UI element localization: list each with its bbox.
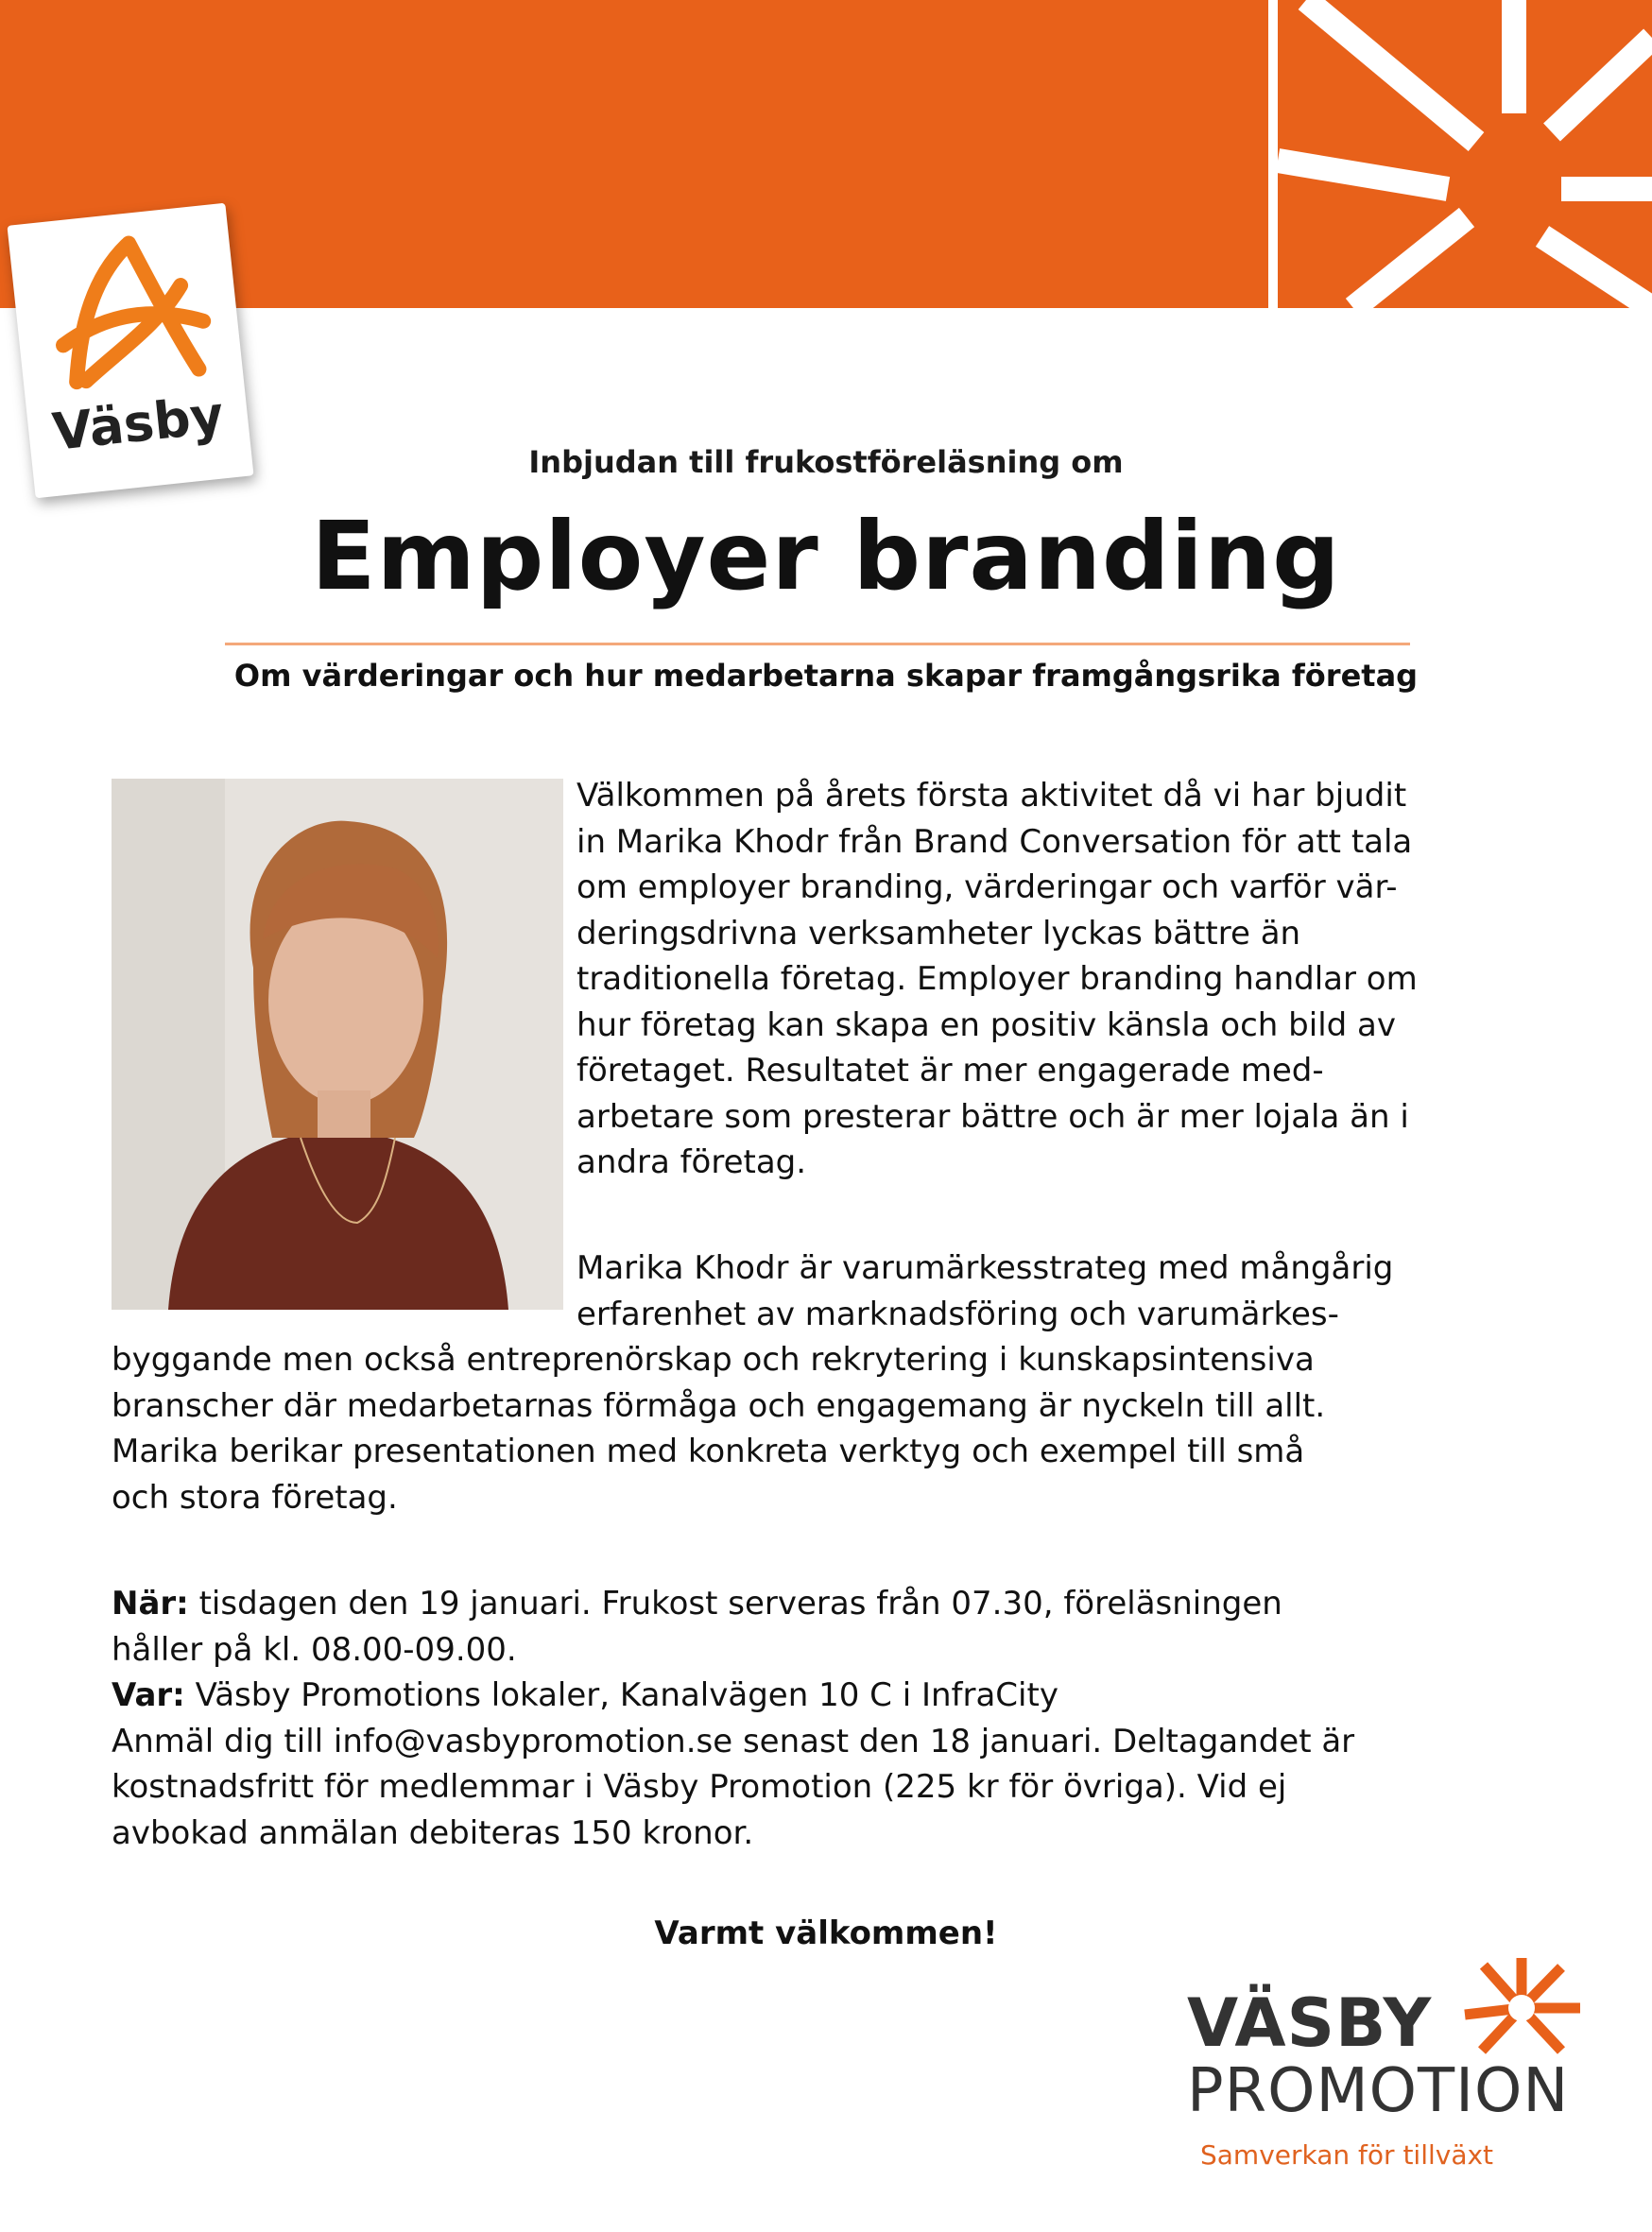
paragraph-line: företaget. Resultatet är mer engagerade med- [576,1052,1324,1090]
paragraph-line: Marika Khodr är varumärkesstrateg med mångårig [576,1249,1394,1287]
where-text: Väsby Promotions lokaler, Kanalvägen 10 C i InfraCity [184,1676,1058,1714]
paragraph-line: in Marika Khodr från Brand Conversation för att tala [576,822,1413,861]
speaker-portrait [112,779,563,1310]
paragraph-line: andra företag. [576,1143,807,1181]
signup-line: kostnadsfritt för medlemmar i Väsby Promotion (225 kr för övriga). Vid ej [112,1768,1287,1806]
paragraph-line: arbetare som presterar bättre och är mer lojala än i [576,1097,1409,1136]
intro-text: Inbjudan till frukostföreläsning om [528,444,1124,480]
paragraph-line: Välkommen på årets första aktivitet då vi har bjudit [576,777,1407,815]
paragraph-line: byggande men också entreprenörskap och rekrytering i kunskapsintensiva [112,1341,1315,1379]
speaker-paragraph-top [576,1245,1540,1337]
paragraph-line: Marika berikar presentationen med konkreta verktyg och exempel till små [112,1433,1305,1470]
paragraph-line: erfarenhet av marknadsföring och varumärkes- [576,1295,1339,1333]
when-line [112,1581,1586,1627]
speaker-paragraph-bottom [112,1337,1586,1520]
signup-line: avbokad anmälan debiteras 150 kronor. [112,1813,754,1852]
paragraph-line: om employer branding, värderingar och varför vär- [576,868,1398,906]
page-title: Employer branding [311,501,1341,611]
when-label: När: [112,1585,189,1622]
event-details [112,1581,1586,1856]
closing-text: Varmt välkommen! [654,1914,998,1952]
footer-logo-line1: VÄSBY [1187,1984,1433,2062]
logo-text: Väsby [49,385,227,462]
paragraph-line: deringsdrivna verksamheter lyckas bättre än [576,914,1301,953]
subtitle: Om värderingar och hur medarbetarna skapar framgångsrika företag [233,658,1419,694]
footer-tagline: Samverkan för tillväxt [1200,2139,1494,2171]
sunburst-icon [1455,1956,1588,2060]
vasby-loop-icon [34,226,220,403]
when-text: tisdagen den 19 januari. Frukost serveras från 07.30, föreläsningen [188,1585,1282,1622]
paragraph-line: och stora företag. [112,1478,398,1517]
when-line-2: håller på kl. 08.00-09.00. [112,1630,517,1669]
sunburst-decoration-icon [1278,0,1652,308]
paragraph-line: hur företag kan skapa en positiv känsla och bild av [576,1005,1396,1044]
paragraph-line: branscher där medarbetarnas förmåga och engagemang är nyckeln till allt. [112,1386,1326,1425]
footer-logo-line2: PROMOTION [1187,2056,1570,2126]
header-banner [0,0,1652,308]
title-divider [225,643,1410,645]
intro-paragraph [576,773,1540,1186]
where-line [112,1673,1586,1719]
where-label: Var: [112,1676,185,1714]
paragraph-line: traditionella företag. Employer branding handlar om [576,960,1418,998]
signup-line: Anmäl dig till info@vasbypromotion.se senast den 18 januari. Deltagandet är [112,1722,1355,1760]
